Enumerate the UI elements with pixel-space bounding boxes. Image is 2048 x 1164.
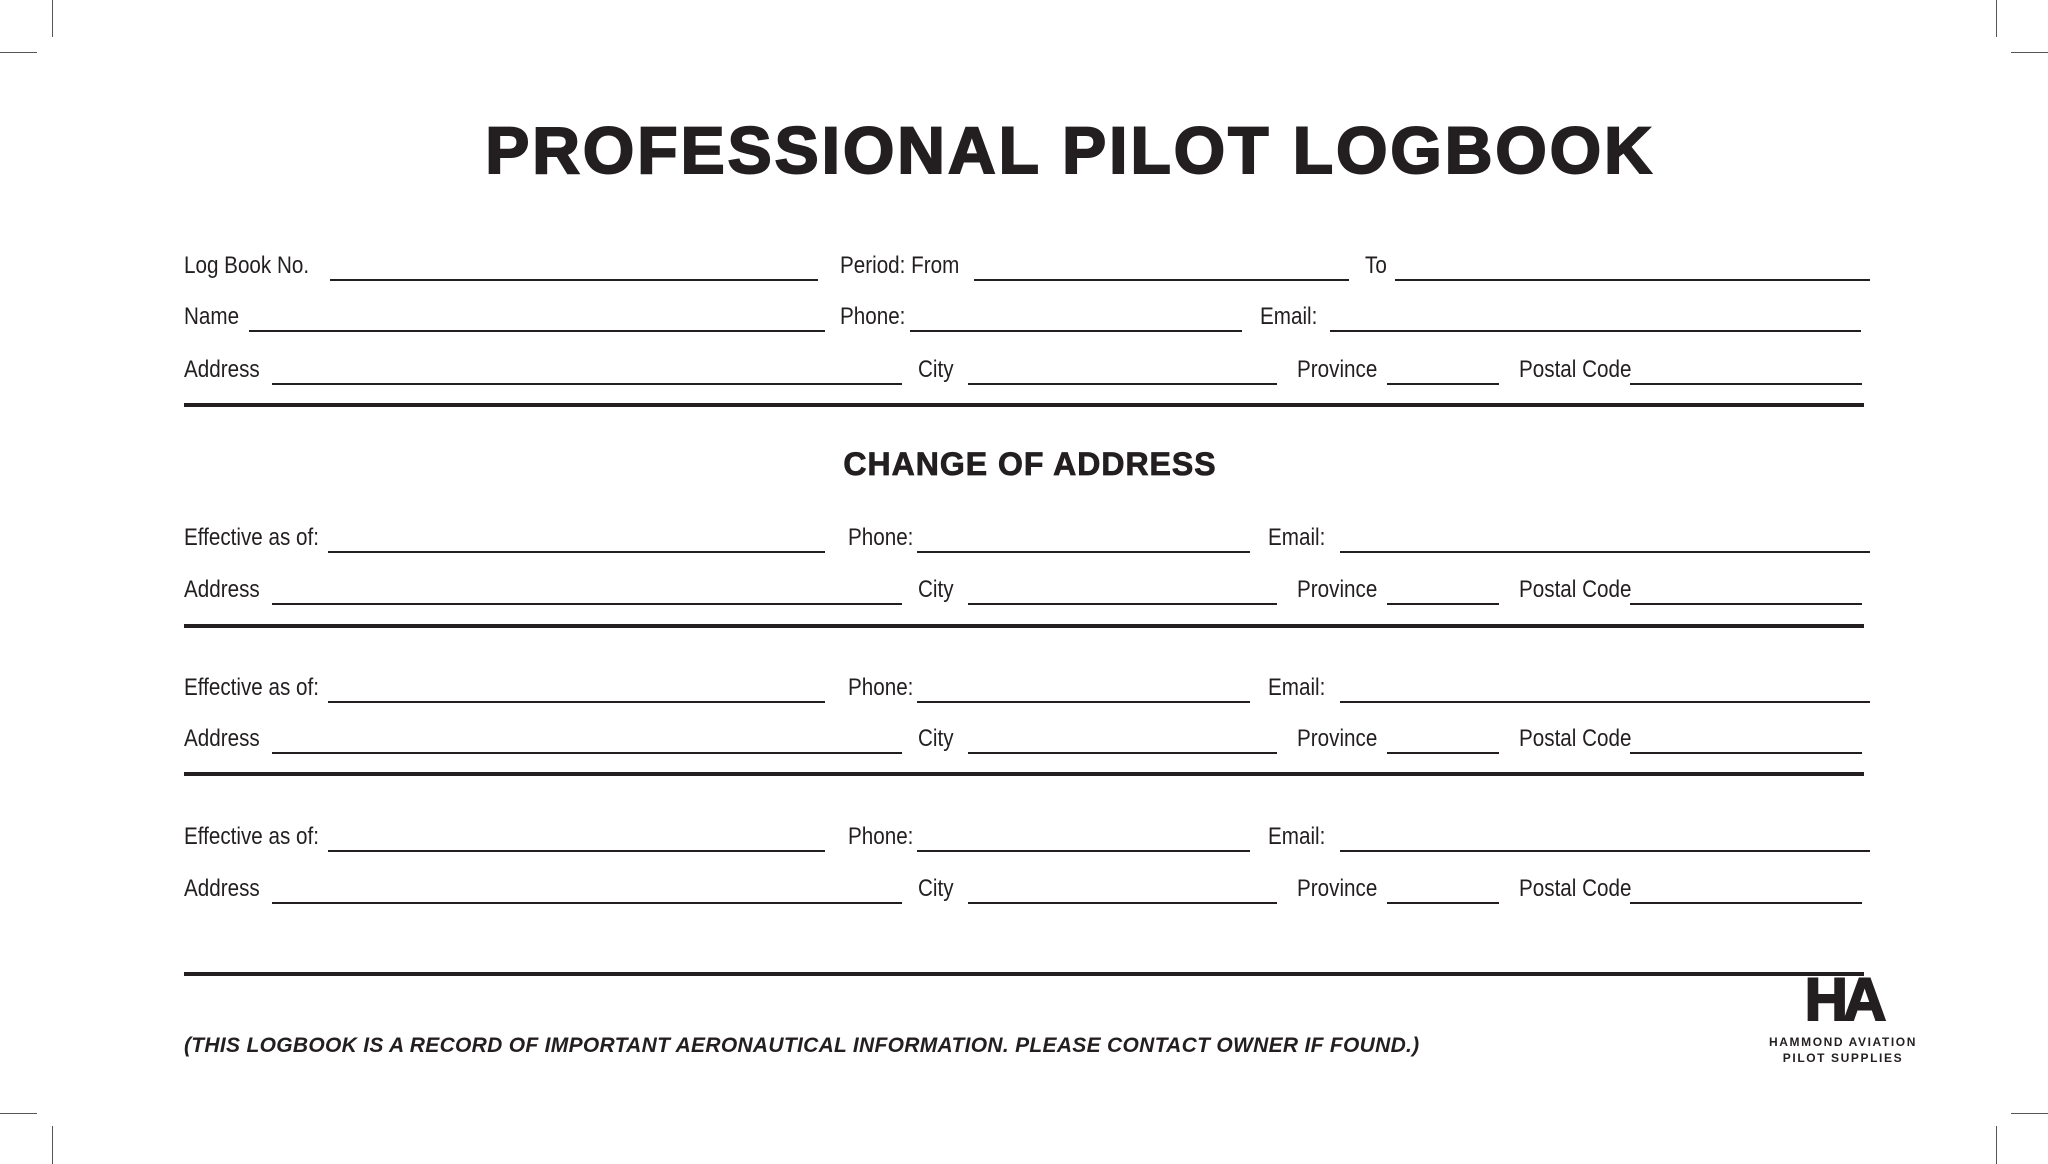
logo-mark: HA xyxy=(1804,966,1882,1033)
city-field[interactable] xyxy=(968,383,1277,385)
city-label: City xyxy=(918,356,954,383)
log-book-no-field[interactable] xyxy=(330,279,818,281)
phone-field[interactable] xyxy=(917,701,1250,703)
address-label: Address xyxy=(184,875,260,902)
postal-code-field[interactable] xyxy=(1630,752,1862,754)
period-from-label: Period: From xyxy=(840,252,960,279)
city-field[interactable] xyxy=(968,603,1277,605)
postal-code-label: Postal Code xyxy=(1519,576,1632,603)
province-label: Province xyxy=(1297,356,1378,383)
city-label: City xyxy=(918,576,954,603)
email-field[interactable] xyxy=(1330,330,1861,332)
address-label: Address xyxy=(184,356,260,383)
effective-date-label: Effective as of: xyxy=(184,674,320,701)
crop-mark xyxy=(52,0,53,37)
city-field[interactable] xyxy=(968,902,1277,904)
section-divider xyxy=(184,624,1864,628)
postal-code-field[interactable] xyxy=(1630,383,1862,385)
effective-date-label: Effective as of: xyxy=(184,524,320,551)
city-label: City xyxy=(918,875,954,902)
effective-date-field[interactable] xyxy=(328,551,825,553)
email-label: Email: xyxy=(1268,674,1326,701)
name-label: Name xyxy=(184,303,240,330)
footer-note: (THIS LOGBOOK IS A RECORD OF IMPORTANT AERONAUTICAL INFORMATION. PLEASE CONTACT OWNER IF FOUND.) xyxy=(184,1034,1420,1057)
crop-mark xyxy=(52,1126,53,1164)
city-field[interactable] xyxy=(968,752,1277,754)
crop-mark xyxy=(0,52,37,53)
postal-code-field[interactable] xyxy=(1630,902,1862,904)
address-field[interactable] xyxy=(272,752,902,754)
province-label: Province xyxy=(1297,576,1378,603)
city-label: City xyxy=(918,725,954,752)
crop-mark xyxy=(2011,52,2048,53)
postal-code-label: Postal Code xyxy=(1519,725,1632,752)
email-label: Email: xyxy=(1260,303,1318,330)
address-field[interactable] xyxy=(272,603,902,605)
hammond-aviation-logo xyxy=(1758,966,1928,1066)
email-field[interactable] xyxy=(1340,701,1870,703)
phone-label: Phone: xyxy=(848,823,914,850)
phone-label: Phone: xyxy=(840,303,906,330)
phone-field[interactable] xyxy=(917,850,1250,852)
section-divider xyxy=(184,972,1864,976)
name-field[interactable] xyxy=(249,330,825,332)
address-field[interactable] xyxy=(272,902,902,904)
logo-line1: HAMMOND AVIATION xyxy=(1768,1035,1918,1049)
province-field[interactable] xyxy=(1387,603,1499,605)
postal-code-label: Postal Code xyxy=(1519,875,1632,902)
address-label: Address xyxy=(184,725,260,752)
effective-date-field[interactable] xyxy=(328,701,825,703)
period-from-field[interactable] xyxy=(974,279,1349,281)
address-field[interactable] xyxy=(272,383,902,385)
postal-code-label: Postal Code xyxy=(1519,356,1632,383)
period-to-label: To xyxy=(1365,252,1387,279)
email-field[interactable] xyxy=(1340,551,1870,553)
crop-mark xyxy=(1996,0,1997,37)
section-divider xyxy=(184,772,1864,776)
province-label: Province xyxy=(1297,875,1378,902)
address-label: Address xyxy=(184,576,260,603)
postal-code-field[interactable] xyxy=(1630,603,1862,605)
phone-field[interactable] xyxy=(910,330,1242,332)
phone-field[interactable] xyxy=(917,551,1250,553)
province-label: Province xyxy=(1297,725,1378,752)
effective-date-field[interactable] xyxy=(328,850,825,852)
section-divider xyxy=(184,403,1864,407)
email-label: Email: xyxy=(1268,524,1326,551)
period-to-field[interactable] xyxy=(1395,279,1870,281)
change-of-address-heading: CHANGE OF ADDRESS xyxy=(843,446,1217,482)
crop-mark xyxy=(1996,1126,1997,1164)
page-title: PROFESSIONAL PILOT LOGBOOK xyxy=(485,113,1655,187)
crop-mark xyxy=(2011,1113,2048,1114)
province-field[interactable] xyxy=(1387,902,1499,904)
logo-line2: PILOT SUPPLIES xyxy=(1782,1051,1904,1065)
phone-label: Phone: xyxy=(848,674,914,701)
effective-date-label: Effective as of: xyxy=(184,823,320,850)
province-field[interactable] xyxy=(1387,383,1499,385)
crop-mark xyxy=(0,1113,37,1114)
email-field[interactable] xyxy=(1340,850,1870,852)
province-field[interactable] xyxy=(1387,752,1499,754)
email-label: Email: xyxy=(1268,823,1326,850)
phone-label: Phone: xyxy=(848,524,914,551)
log-book-no-label: Log Book No. xyxy=(184,252,310,279)
